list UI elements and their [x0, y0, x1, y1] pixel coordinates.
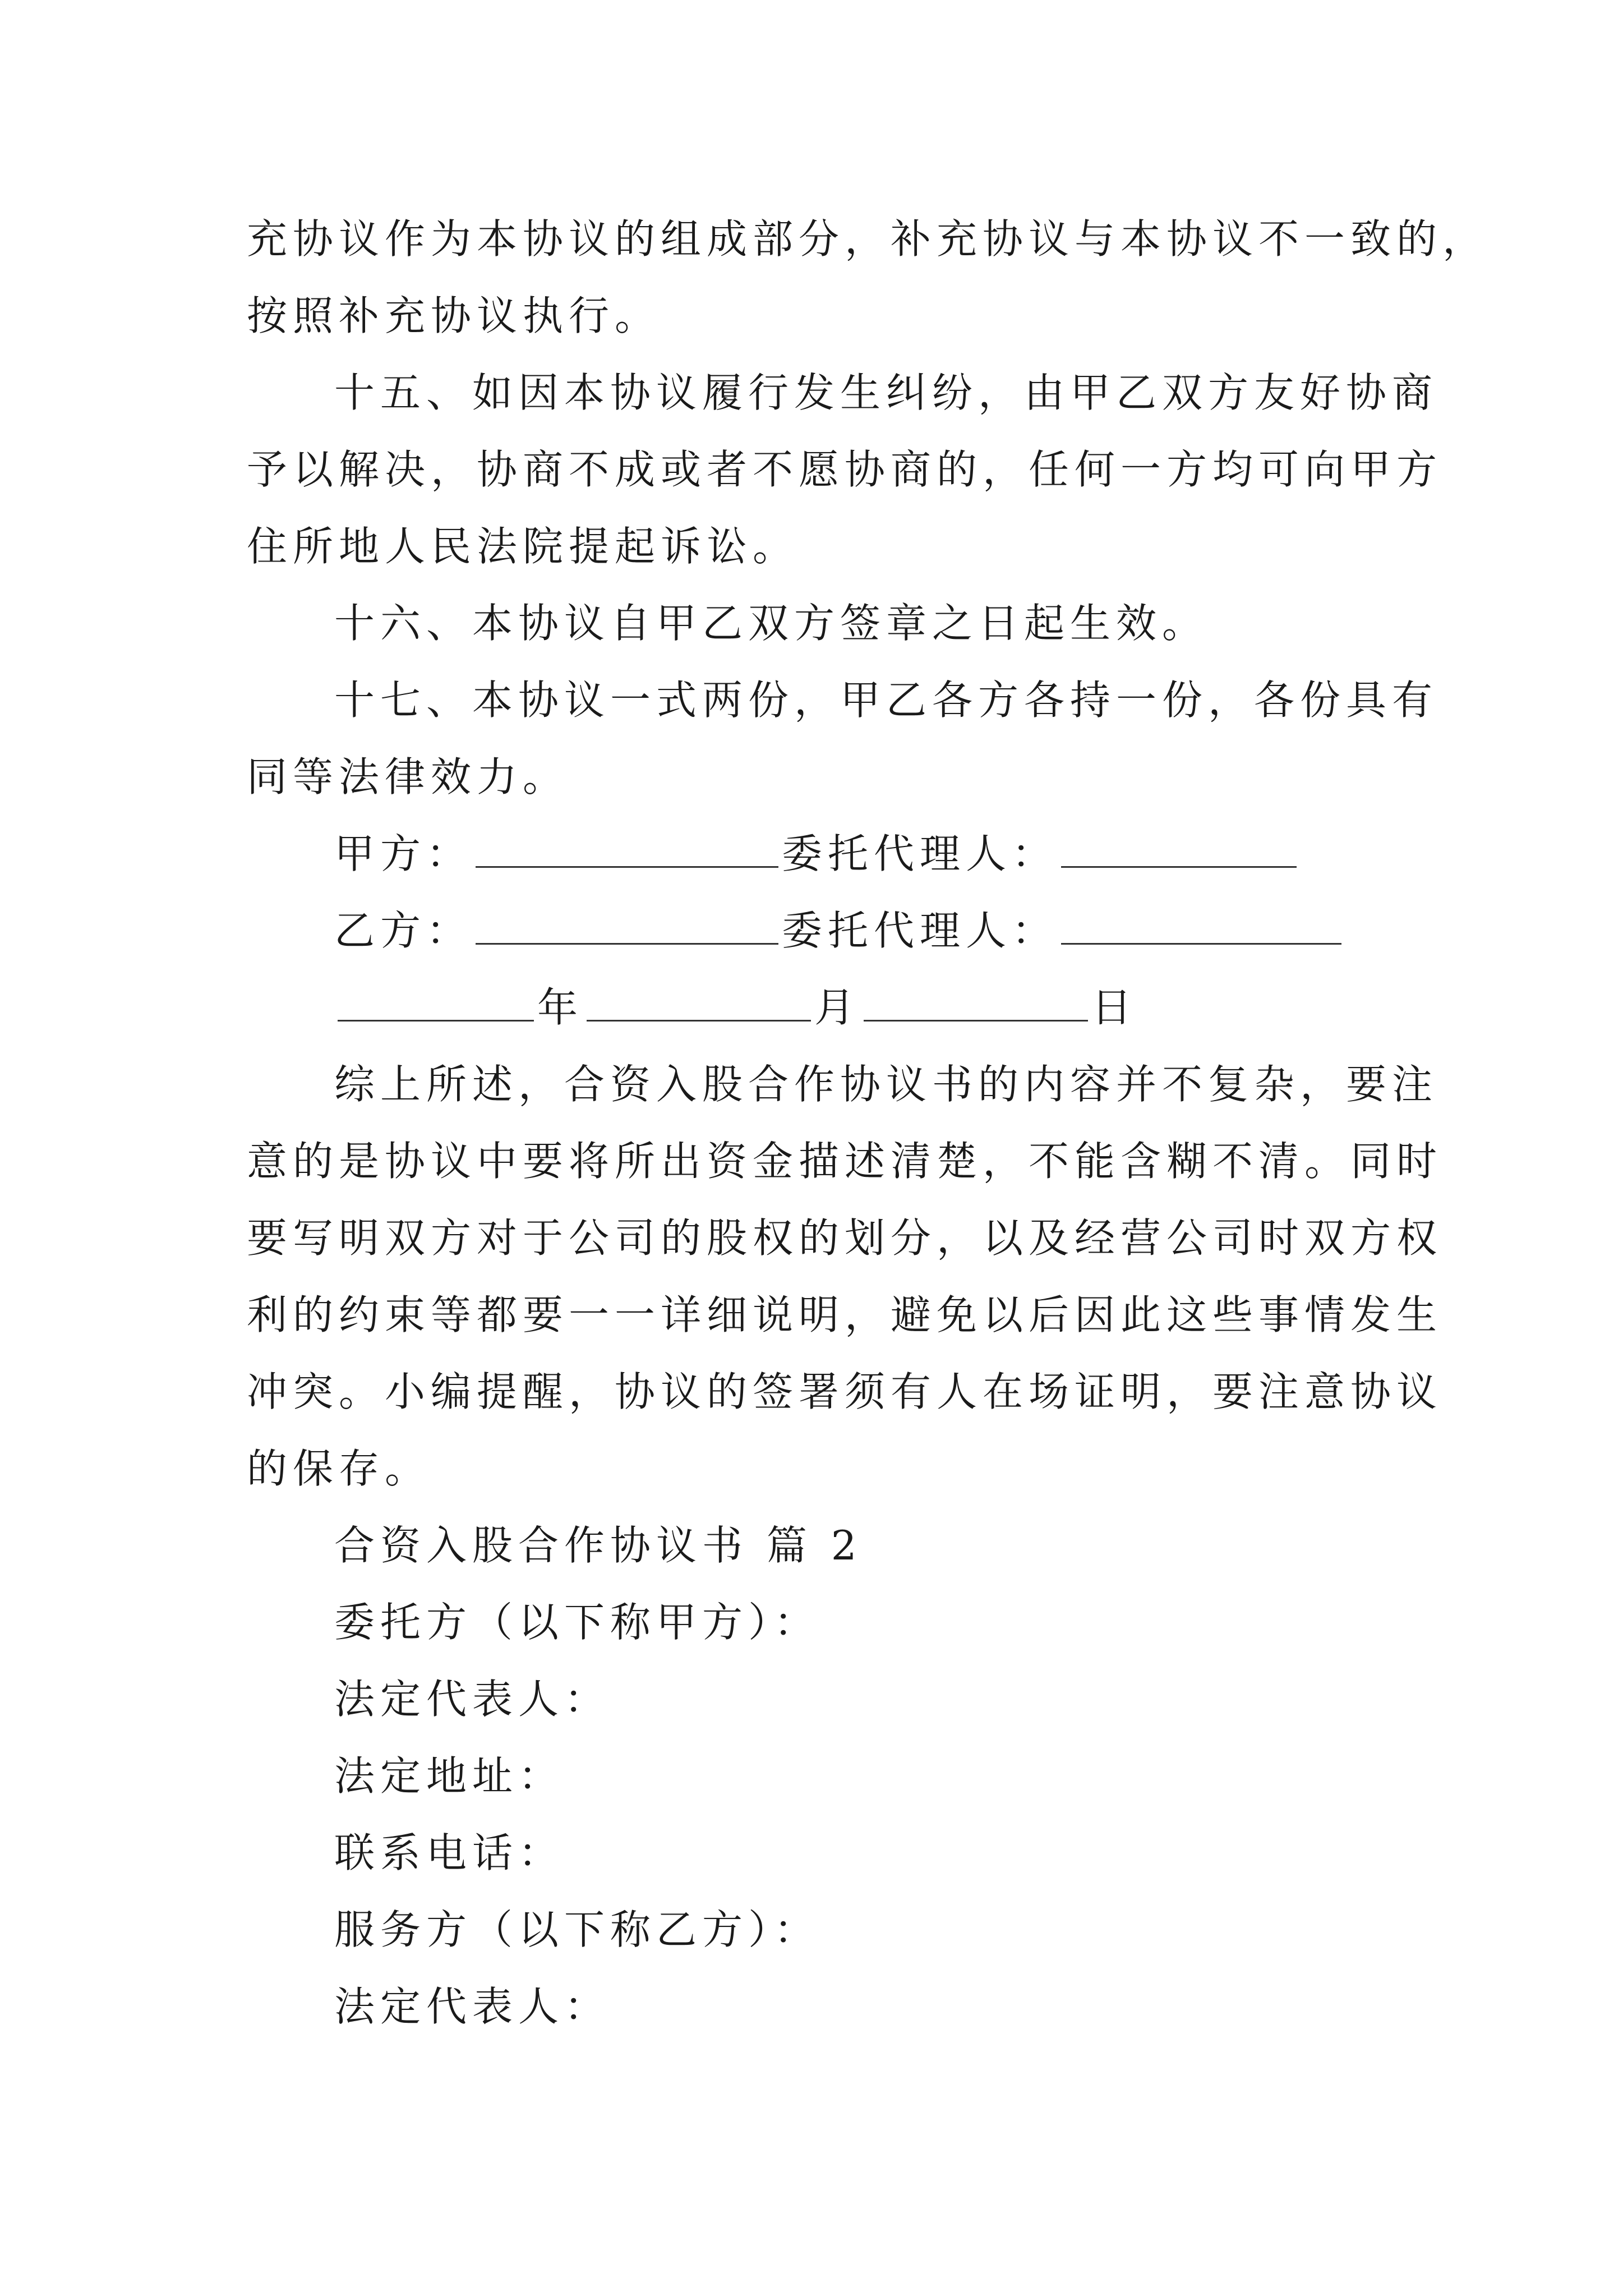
clause-17-line: 十七、本协议一式两份，甲乙各方各持一份，各份具有	[334, 677, 1438, 724]
paragraph-line: 按照补充协议执行。	[247, 292, 661, 339]
summary-line: 要写明双方对于公司的股权的划分，以及经营公司时双方权	[247, 1214, 1443, 1262]
section-2-title: 合资入股合作协议书 篇 2	[334, 1522, 863, 1569]
year-label: 年	[537, 984, 584, 1031]
summary-line: 冲突。小编提醒，协议的签署须有人在场证明，要注意协议	[247, 1368, 1443, 1415]
party-b-signature-row	[334, 904, 1345, 958]
provider-label: 服务方（以下称乙方）：	[334, 1906, 820, 1953]
party-b-label: 乙方：	[334, 907, 473, 954]
day-blank-line[interactable]	[864, 981, 1088, 1022]
summary-line: 的保存。	[247, 1445, 431, 1492]
summary-line: 意的是协议中要将所出资金描述清楚，不能含糊不清。同时	[247, 1138, 1443, 1185]
party-a-label: 甲方：	[334, 830, 473, 877]
month-blank-line[interactable]	[587, 981, 811, 1022]
phone-label: 联系电话：	[334, 1829, 565, 1876]
clause-16-line: 十六、本协议自甲乙双方签章之日起生效。	[334, 600, 1209, 647]
month-label: 月	[814, 984, 861, 1031]
summary-line: 利的约束等都要一一详细说明，避免以后因此这些事情发生	[247, 1291, 1443, 1338]
party-a-blank-line[interactable]	[476, 827, 778, 868]
summary-line: 综上所述，合资入股合作协议书的内容并不复杂，要注	[334, 1061, 1438, 1108]
legal-representative-label: 法定代表人：	[334, 1983, 611, 2030]
client-label: 委托方（以下称甲方）：	[334, 1599, 820, 1646]
party-a-agent-blank-line[interactable]	[1061, 827, 1297, 868]
party-b-blank-line[interactable]	[476, 904, 778, 945]
clause-15-line: 十五、如因本协议履行发生纠纷，由甲乙双方友好协商	[334, 369, 1438, 416]
year-blank-line[interactable]	[338, 981, 534, 1022]
clause-15-line: 住所地人民法院提起诉讼。	[247, 523, 799, 570]
party-a-signature-row	[334, 827, 1300, 881]
clause-17-line: 同等法律效力。	[247, 753, 569, 800]
clause-15-line: 予以解决，协商不成或者不愿协商的，任何一方均可向甲方	[247, 446, 1443, 493]
day-label: 日	[1091, 984, 1138, 1031]
party-b-agent-label: 委托代理人：	[782, 907, 1058, 954]
legal-address-label: 法定地址：	[334, 1752, 565, 1800]
party-a-agent-label: 委托代理人：	[782, 830, 1058, 877]
party-b-agent-blank-line[interactable]	[1061, 904, 1341, 945]
legal-representative-label: 法定代表人：	[334, 1676, 611, 1723]
paragraph-line: 充协议作为本协议的组成部分，补充协议与本协议不一致的，	[247, 215, 1489, 263]
date-row	[334, 981, 1137, 1034]
